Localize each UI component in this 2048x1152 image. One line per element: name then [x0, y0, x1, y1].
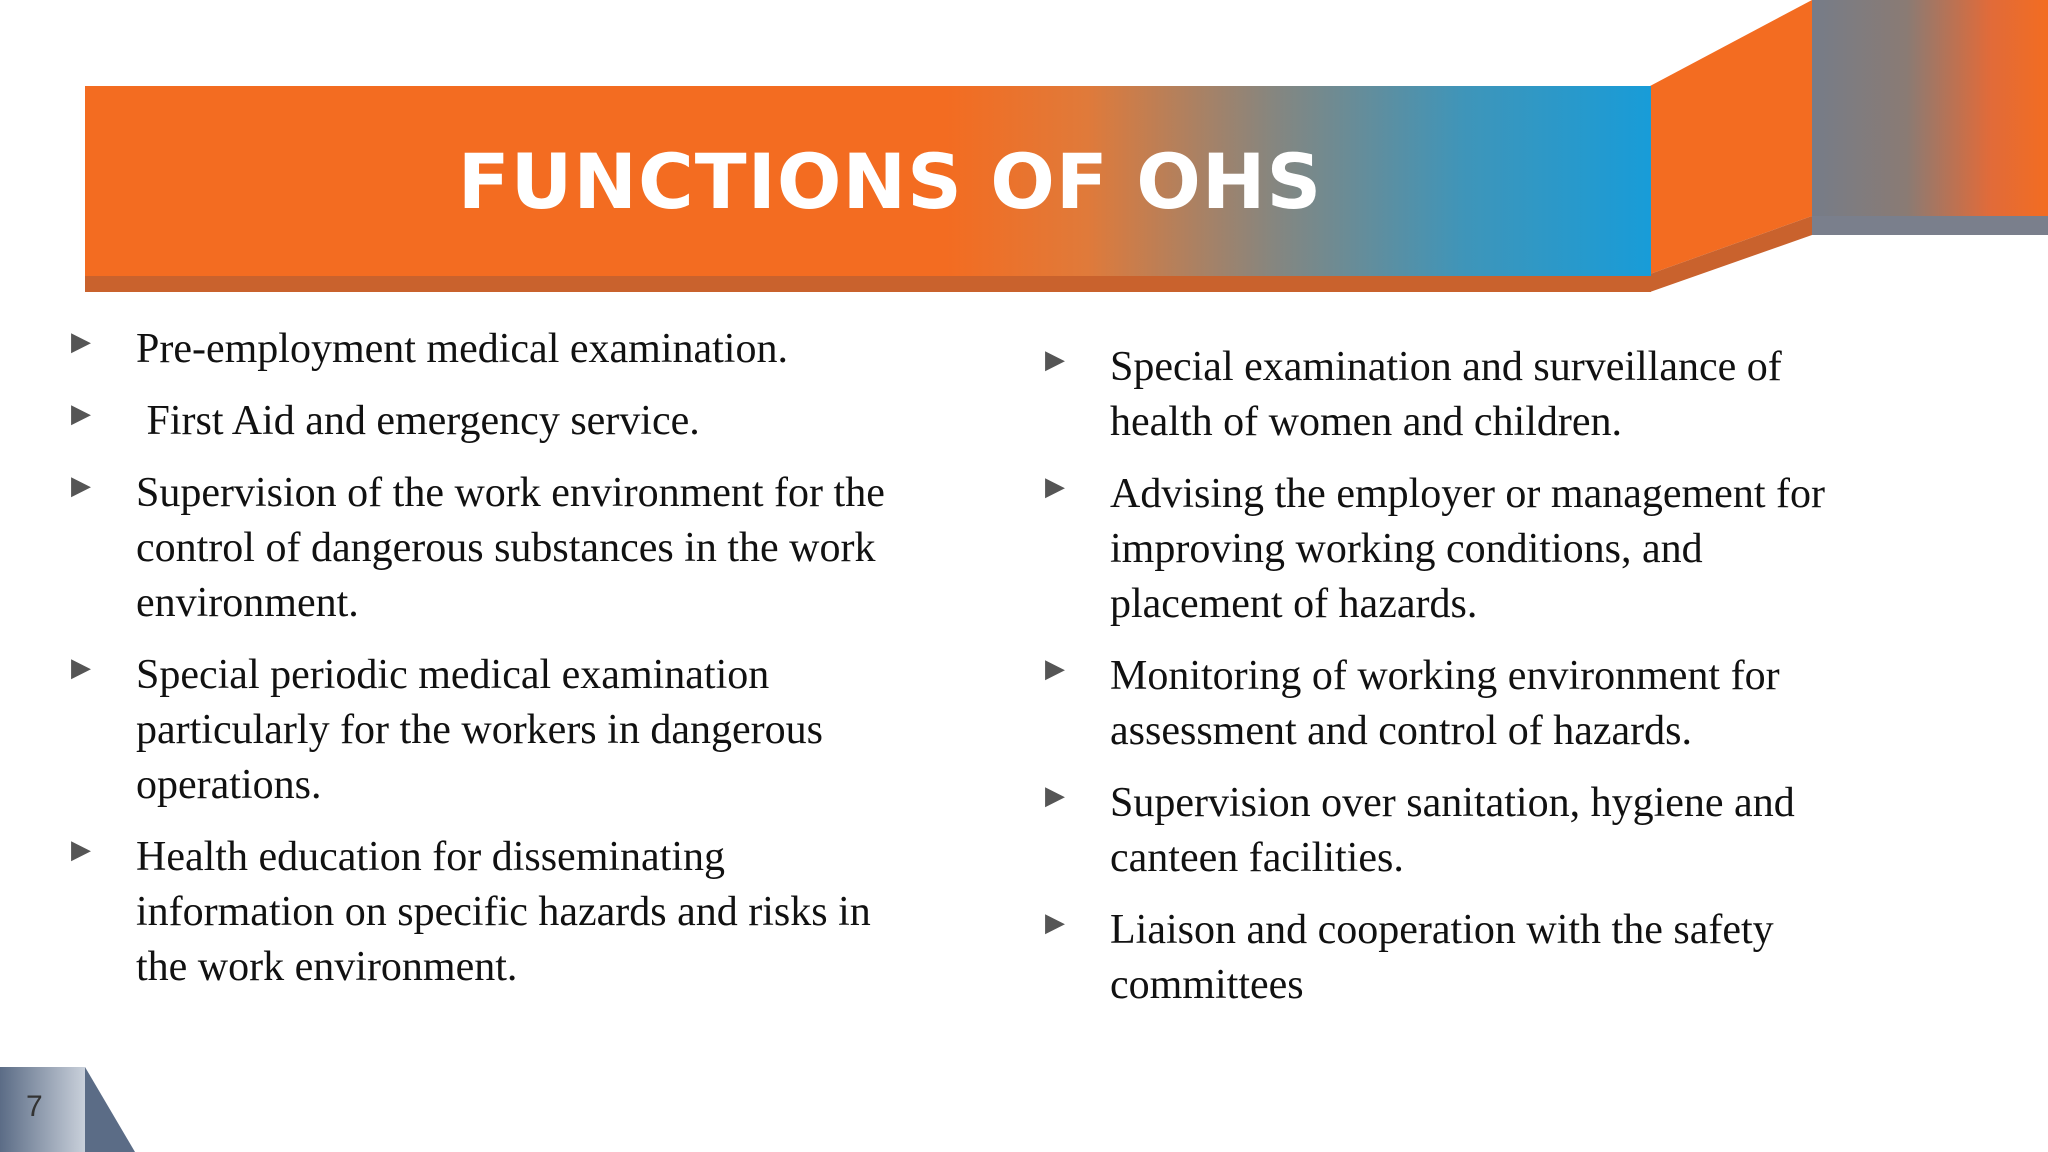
list-item [1040, 467, 1870, 632]
triangle-right-icon: ▶ [71, 327, 91, 357]
list-item [66, 394, 886, 449]
list-item-text: Monitoring of working environment for assessment and control of hazards. [1110, 653, 1780, 754]
list-item [66, 830, 886, 995]
triangle-right-icon: ▶ [1045, 345, 1065, 375]
list-item [1040, 340, 1870, 450]
triangle-right-icon: ▶ [1045, 654, 1065, 684]
page-number: 7 [26, 1090, 43, 1123]
triangle-right-icon: ▶ [71, 399, 91, 429]
list-item-text: Special periodic medical examination particularly for the workers in dangerous operations. [136, 652, 823, 808]
list-item [1040, 776, 1870, 886]
list-item-text: Pre-employment medical examination. [136, 326, 788, 372]
list-item-text: Supervision of the work environment for the control of dangerous substances in the work environment. [136, 470, 885, 626]
list-item [1040, 903, 1870, 1013]
list-item-text: Health education for disseminating information on specific hazards and risks in the work environment. [136, 834, 871, 990]
list-item-text: Advising the employer or management for improving working conditions, and placement of hazards. [1110, 471, 1825, 627]
list-item [66, 648, 886, 813]
triangle-right-icon: ▶ [1045, 908, 1065, 938]
triangle-right-icon: ▶ [71, 653, 91, 683]
list-item-text: Supervision over sanitation, hygiene and canteen facilities. [1110, 780, 1795, 881]
list-item [66, 322, 886, 377]
list-item-text: Liaison and cooperation with the safety committees [1110, 907, 1774, 1008]
top-right-ribbon [1650, 0, 2048, 292]
triangle-right-icon: ▶ [71, 471, 91, 501]
list-item-text: First Aid and emergency service. [136, 398, 700, 444]
triangle-right-icon: ▶ [1045, 472, 1065, 502]
right-bullet-list [1040, 340, 1870, 1030]
triangle-right-icon: ▶ [1045, 781, 1065, 811]
list-item [66, 466, 886, 631]
list-item-text: Special examination and surveillance of health of women and children. [1110, 344, 1782, 445]
slide-title: FUNCTIONS OF OHS [457, 136, 1323, 226]
list-item [1040, 649, 1870, 759]
left-bullet-list [66, 322, 886, 1012]
page-number-badge [0, 1067, 135, 1152]
triangle-right-icon: ▶ [71, 835, 91, 865]
